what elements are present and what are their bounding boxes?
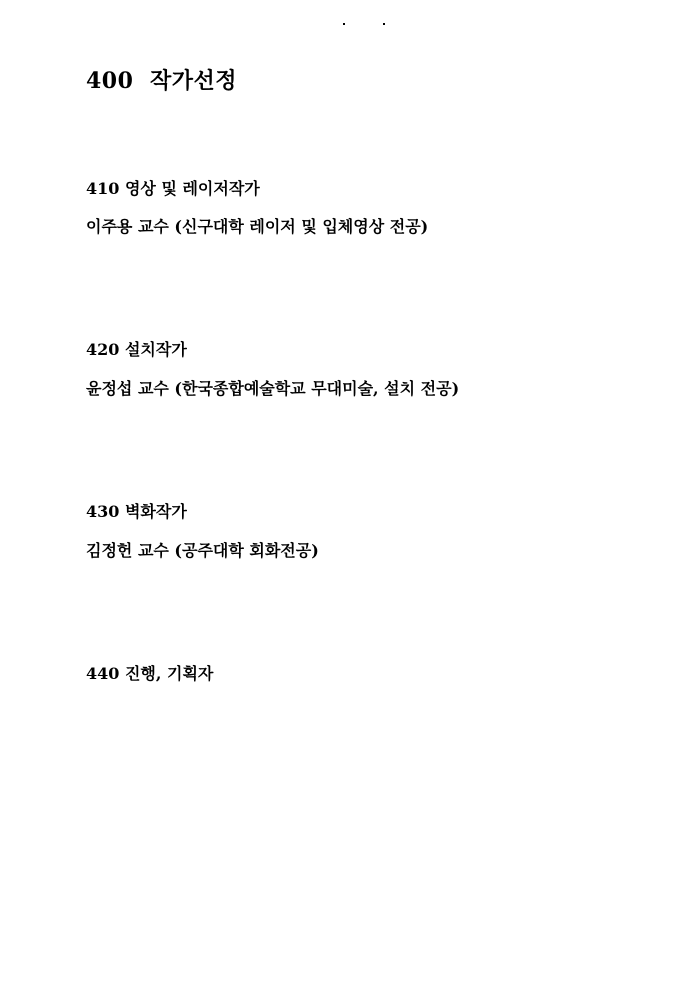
section-title <box>86 64 237 95</box>
entry-person-410: 이주용 교수 (신구대학 레이저 및 입체영상 전공) <box>86 217 429 236</box>
entry-heading-410: 410 영상 및 레이저작가 <box>86 179 260 198</box>
entry-heading-420: 420 설치작가 <box>86 340 187 359</box>
entry-person-430: 김정헌 교수 (공주대학 회화전공) <box>86 541 319 560</box>
section-number: 400 <box>86 68 134 94</box>
scan-mark <box>343 23 345 25</box>
entry-heading-440: 440 진행, 기획자 <box>86 664 214 683</box>
scan-mark <box>383 23 385 25</box>
entry-person-420: 윤정섭 교수 (한국종합예술학교 무대미술, 설치 전공) <box>86 379 460 398</box>
entry-heading-430: 430 벽화작가 <box>86 502 187 521</box>
section-name: 작가선정 <box>150 68 238 94</box>
